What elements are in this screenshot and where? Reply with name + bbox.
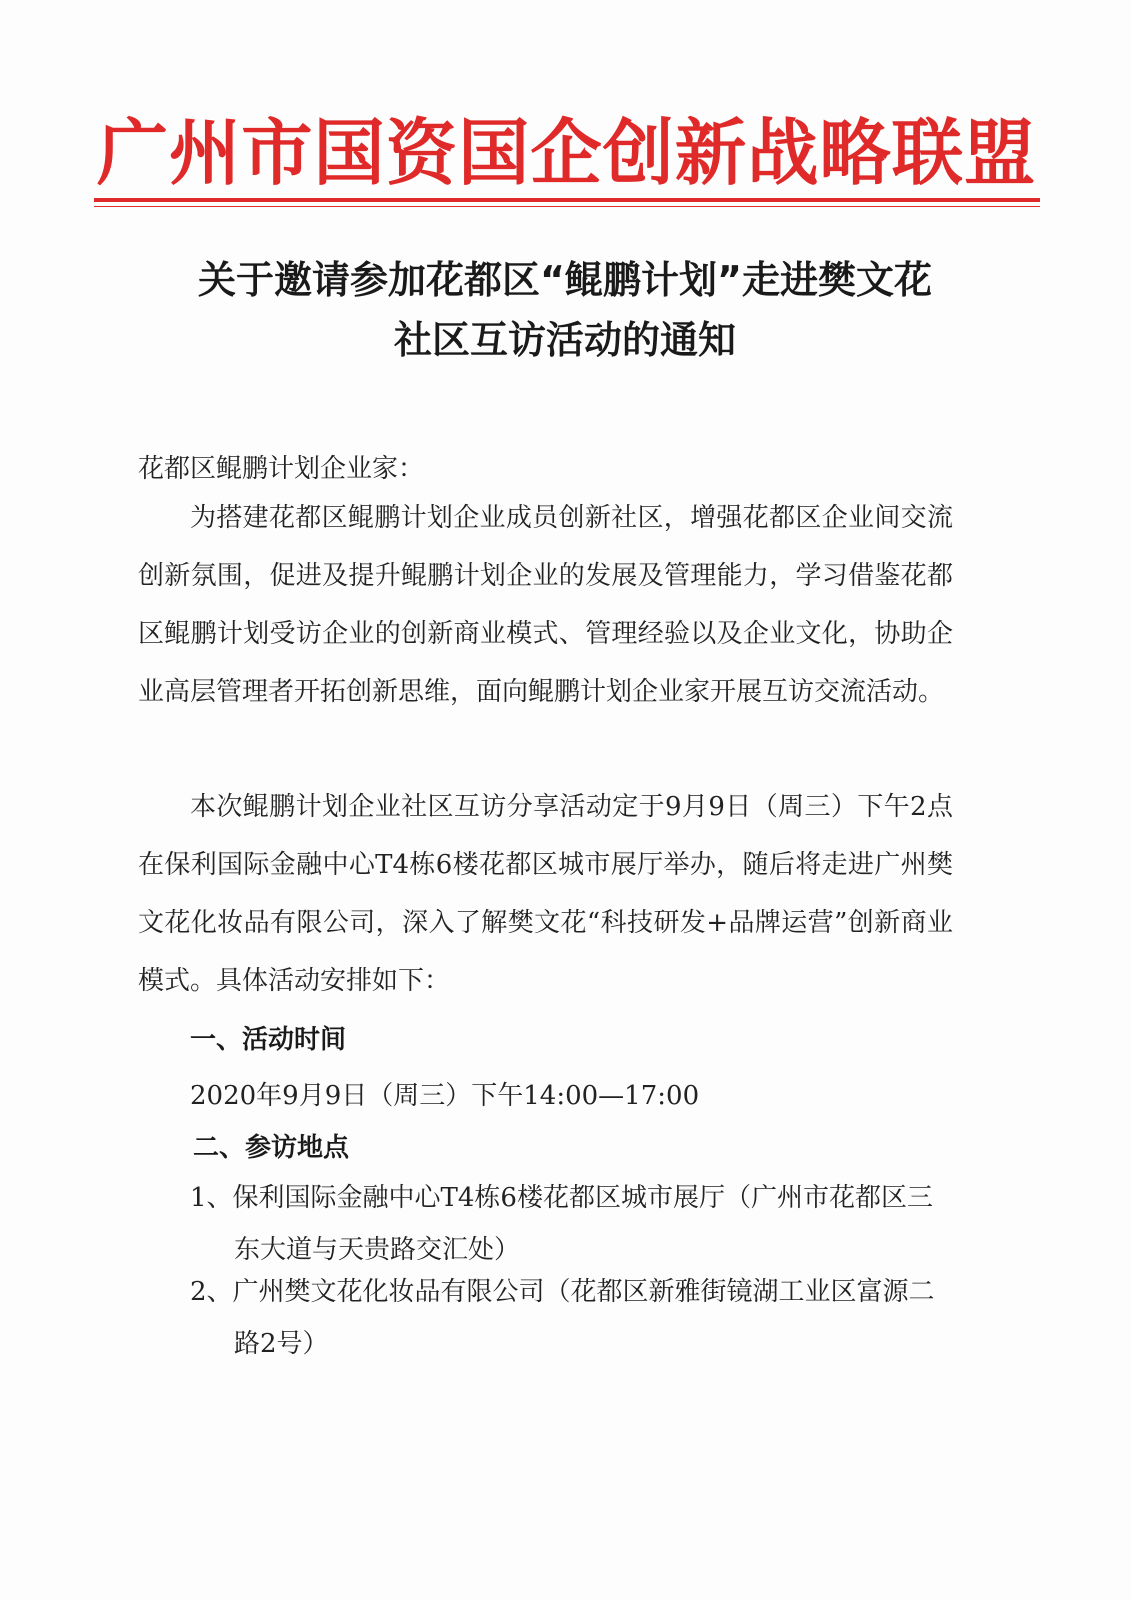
title-line-2: 社区互访活动的通知 <box>393 318 736 362</box>
section-heading-time: 一、活动时间 <box>190 1025 347 1055</box>
document-title <box>100 250 1030 370</box>
event-time: 2020年9月9日（周三）下午14:00—17:00 <box>190 1081 700 1111</box>
section-heading-location: 二、参访地点 <box>193 1133 350 1163</box>
salutation: 花都区鲲鹏计划企业家： <box>138 454 425 484</box>
paragraph-schedule: 本次鲲鹏计划企业社区互访分享活动定于9月9日（周三）下午2点在保利国际金融中心T4栋6楼花都区城市展厅举办，随后将走进广州樊文花化妆品有限公司，深入了解樊文花“科技研发+品牌运营”创新商业模式。具体活动安排如下： <box>138 792 953 996</box>
location-item-2: 2、广州樊文花化妆品有限公司（花都区新雅街镜湖工业区富源二路2号） <box>190 1277 935 1359</box>
org-masthead: 广州市国资国企创新战略联盟 <box>96 111 1037 195</box>
masthead-rule-thick <box>94 198 1040 202</box>
location-item-1: 1、保利国际金融中心T4栋6楼花都区城市展厅（广州市花都区三东大道与天贵路交汇处） <box>190 1183 933 1265</box>
masthead-rule-thin <box>94 206 1040 207</box>
title-line-1: 关于邀请参加花都区“鲲鹏计划”走进樊文花 <box>198 258 932 302</box>
paragraph-intro: 为搭建花都区鲲鹏计划企业成员创新社区，增强花都区企业间交流创新氛围，促进及提升鲲鹏计划企业的发展及管理能力，学习借鉴花都区鲲鹏计划受访企业的创新商业模式、管理经验以及企业文化，协助企业高层管理者开拓创新思维，面向鲲鹏计划企业家开展互访交流活动。 <box>138 503 953 707</box>
